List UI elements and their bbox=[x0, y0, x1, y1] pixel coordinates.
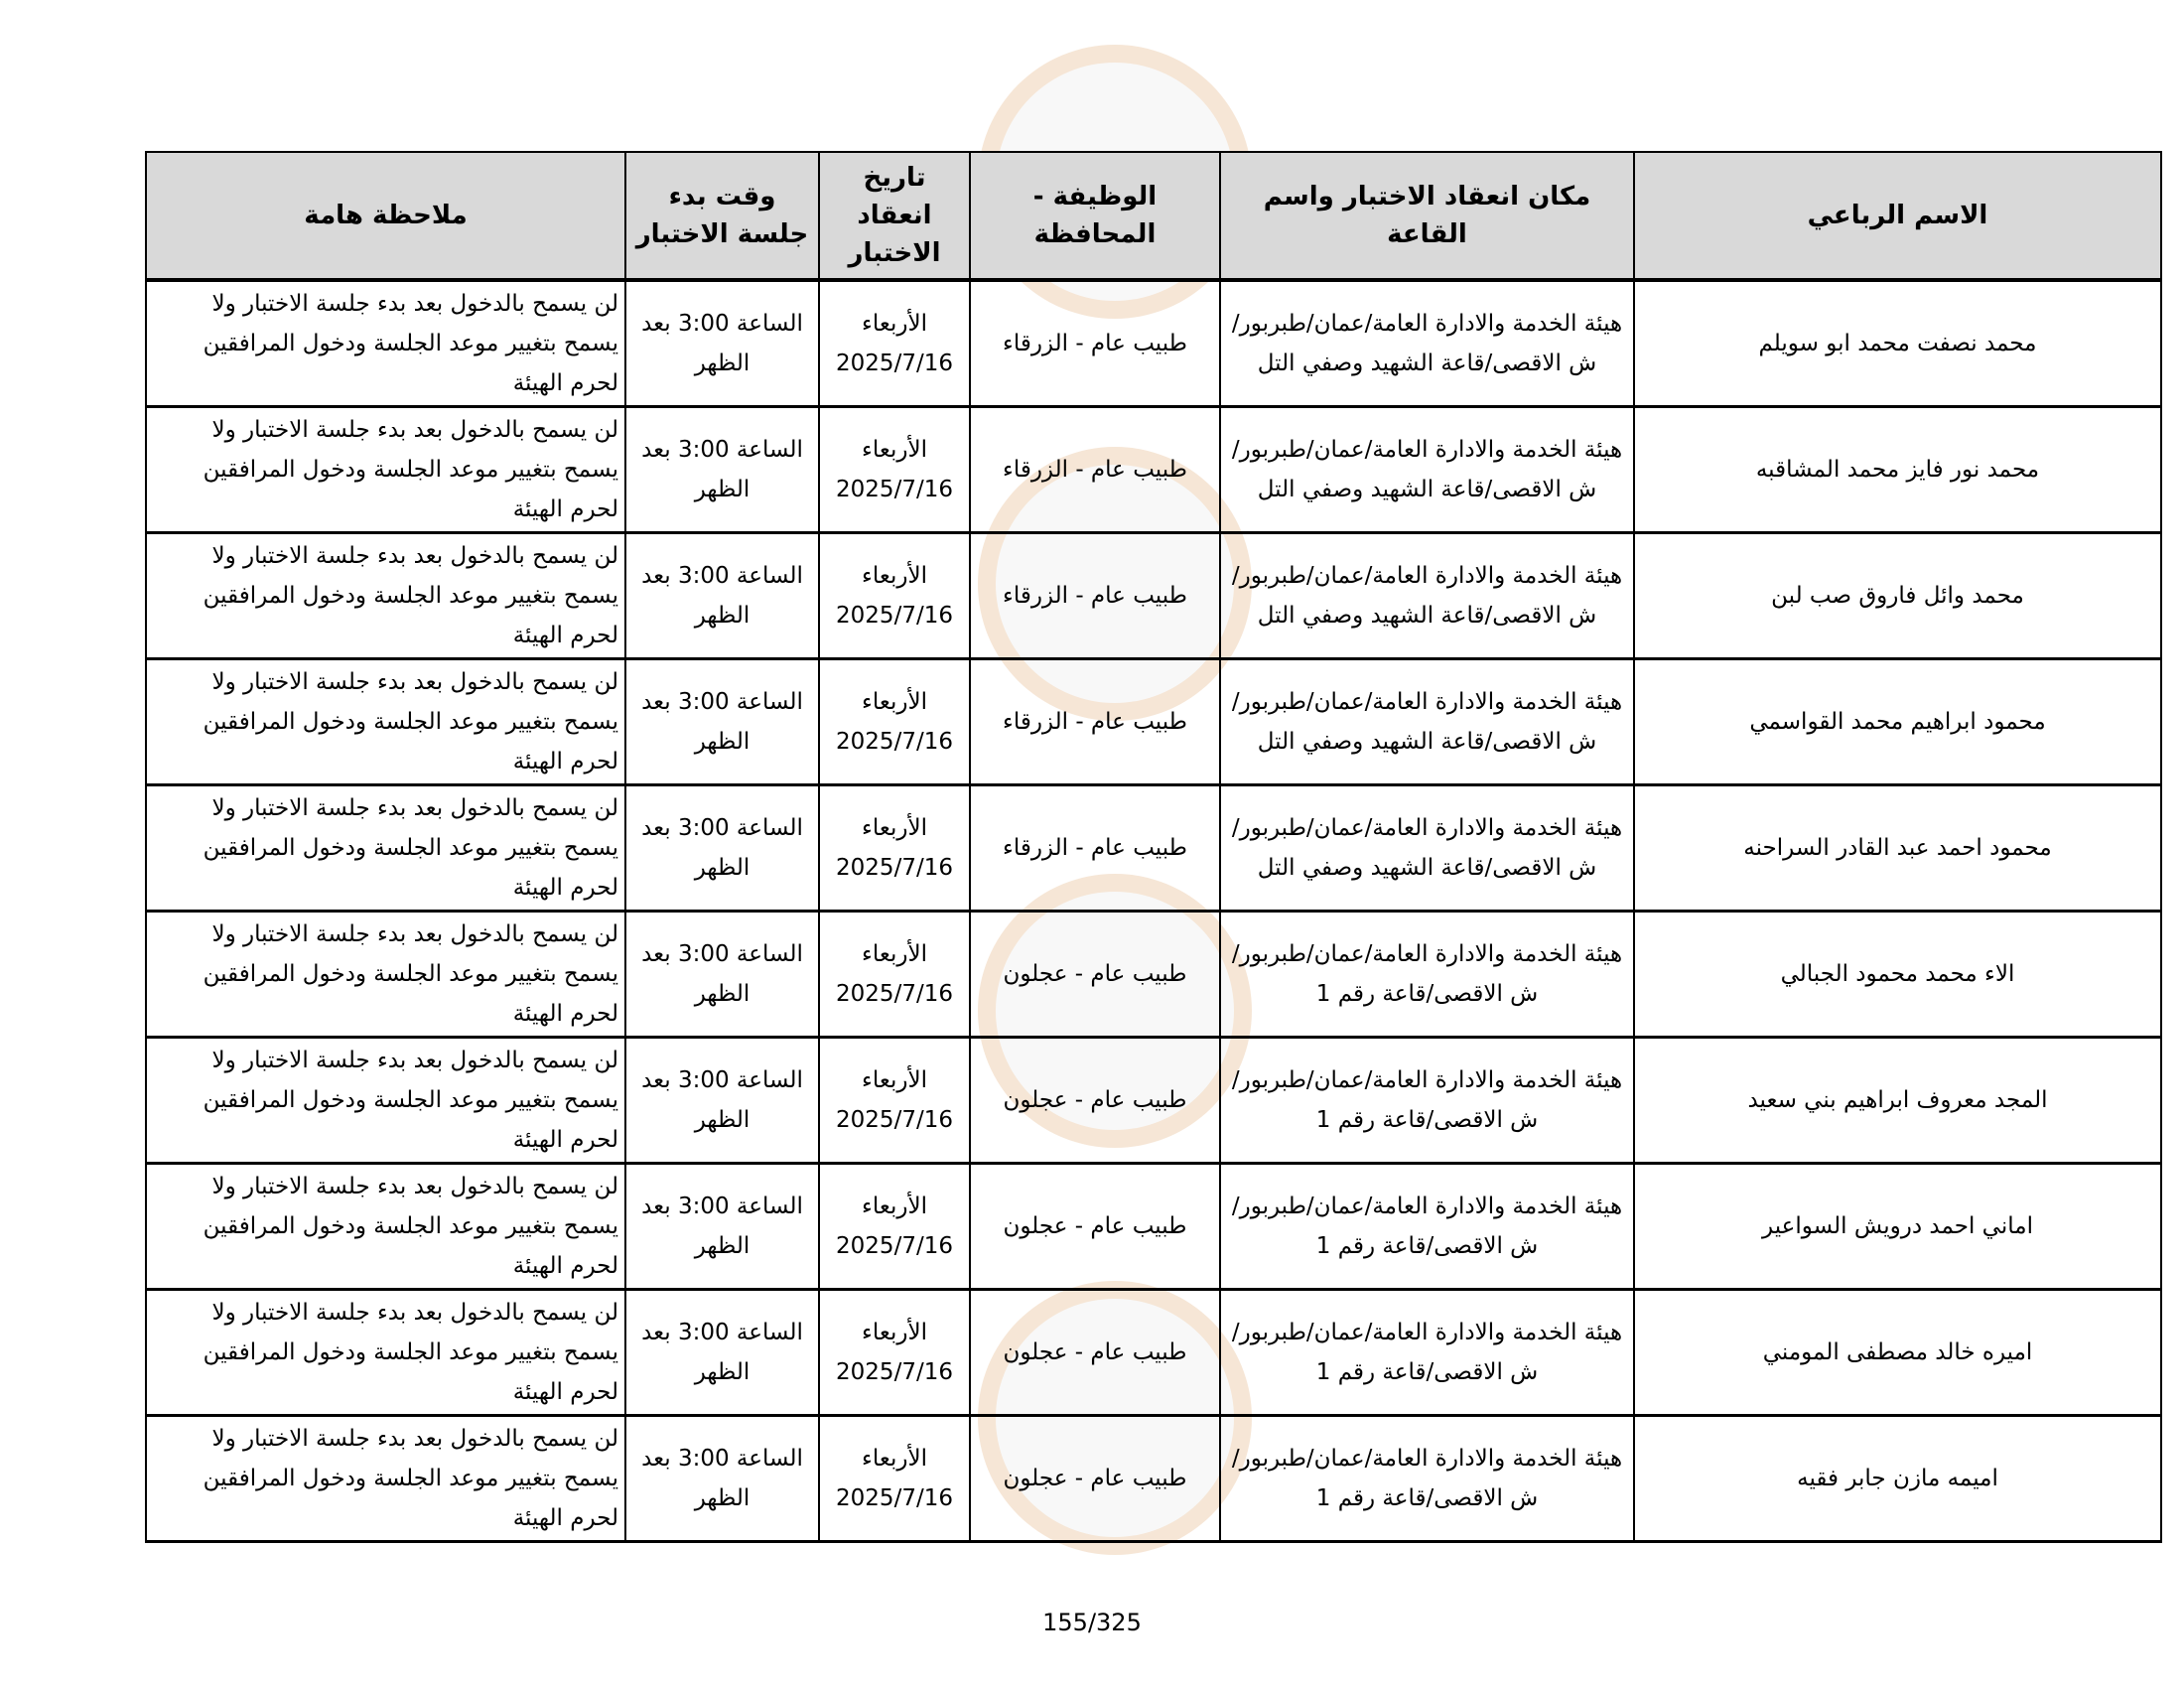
cell-time: الساعة 3:00 بعد الظهر bbox=[625, 1290, 819, 1416]
cell-time: الساعة 3:00 بعد الظهر bbox=[625, 280, 819, 407]
cell-note: لن يسمح بالدخول بعد بدء جلسة الاختبار ولا يسمح بتغيير موعد الجلسة ودخول المرافقين لحرم الهيئة bbox=[146, 785, 625, 912]
cell-job: طبيب عام - عجلون bbox=[970, 1038, 1220, 1164]
cell-note: لن يسمح بالدخول بعد بدء جلسة الاختبار ولا يسمح بتغيير موعد الجلسة ودخول المرافقين لحرم الهيئة bbox=[146, 912, 625, 1038]
cell-note: لن يسمح بالدخول بعد بدء جلسة الاختبار ولا يسمح بتغيير موعد الجلسة ودخول المرافقين لحرم الهيئة bbox=[146, 533, 625, 659]
header-name: الاسم الرباعي bbox=[1634, 152, 2161, 280]
table-row bbox=[146, 785, 2161, 912]
cell-time: الساعة 3:00 بعد الظهر bbox=[625, 1038, 819, 1164]
table-row bbox=[146, 280, 2161, 407]
cell-location: هيئة الخدمة والادارة العامة/عمان/طبربور/ش الاقصى/قاعة رقم 1 bbox=[1220, 1416, 1634, 1542]
cell-name: محمد وائل فاروق صب لبن bbox=[1634, 533, 2161, 659]
cell-time: الساعة 3:00 بعد الظهر bbox=[625, 1164, 819, 1290]
page-number: 155/325 bbox=[1042, 1609, 1142, 1636]
cell-time: الساعة 3:00 بعد الظهر bbox=[625, 785, 819, 912]
table-row bbox=[146, 1164, 2161, 1290]
cell-date: الأربعاء 2025/7/16 bbox=[819, 1038, 970, 1164]
header-time: وقت بدء جلسة الاختبار bbox=[625, 152, 819, 280]
cell-time: الساعة 3:00 بعد الظهر bbox=[625, 407, 819, 533]
cell-time: الساعة 3:00 بعد الظهر bbox=[625, 533, 819, 659]
cell-job: طبيب عام - عجلون bbox=[970, 1290, 1220, 1416]
cell-note: لن يسمح بالدخول بعد بدء جلسة الاختبار ولا يسمح بتغيير موعد الجلسة ودخول المرافقين لحرم الهيئة bbox=[146, 1038, 625, 1164]
cell-time: الساعة 3:00 بعد الظهر bbox=[625, 912, 819, 1038]
cell-location: هيئة الخدمة والادارة العامة/عمان/طبربور/ش الاقصى/قاعة رقم 1 bbox=[1220, 1038, 1634, 1164]
table-row bbox=[146, 1038, 2161, 1164]
cell-note: لن يسمح بالدخول بعد بدء جلسة الاختبار ولا يسمح بتغيير موعد الجلسة ودخول المرافقين لحرم الهيئة bbox=[146, 1290, 625, 1416]
cell-date: الأربعاء 2025/7/16 bbox=[819, 1416, 970, 1542]
table-row bbox=[146, 407, 2161, 533]
table-header-row bbox=[146, 152, 2161, 280]
cell-job: طبيب عام - الزرقاء bbox=[970, 785, 1220, 912]
cell-name: الاء محمد محمود الجبالي bbox=[1634, 912, 2161, 1038]
cell-name: محمد نصفت محمد ابو سويلم bbox=[1634, 280, 2161, 407]
cell-location: هيئة الخدمة والادارة العامة/عمان/طبربور/ش الاقصى/قاعة رقم 1 bbox=[1220, 912, 1634, 1038]
cell-location: هيئة الخدمة والادارة العامة/عمان/طبربور/ش الاقصى/قاعة الشهيد وصفي التل bbox=[1220, 659, 1634, 785]
cell-date: الأربعاء 2025/7/16 bbox=[819, 1290, 970, 1416]
cell-date: الأربعاء 2025/7/16 bbox=[819, 533, 970, 659]
header-date: تاريخ انعقاد الاختبار bbox=[819, 152, 970, 280]
cell-location: هيئة الخدمة والادارة العامة/عمان/طبربور/ش الاقصى/قاعة الشهيد وصفي التل bbox=[1220, 533, 1634, 659]
cell-name: محمود احمد عبد القادر السراحنه bbox=[1634, 785, 2161, 912]
table-row bbox=[146, 533, 2161, 659]
cell-note: لن يسمح بالدخول بعد بدء جلسة الاختبار ولا يسمح بتغيير موعد الجلسة ودخول المرافقين لحرم الهيئة bbox=[146, 280, 625, 407]
cell-date: الأربعاء 2025/7/16 bbox=[819, 785, 970, 912]
cell-time: الساعة 3:00 بعد الظهر bbox=[625, 1416, 819, 1542]
cell-job: طبيب عام - الزرقاء bbox=[970, 407, 1220, 533]
table-row bbox=[146, 912, 2161, 1038]
header-location: مكان انعقاد الاختبار واسم القاعة bbox=[1220, 152, 1634, 280]
cell-location: هيئة الخدمة والادارة العامة/عمان/طبربور/ش الاقصى/قاعة رقم 1 bbox=[1220, 1164, 1634, 1290]
cell-location: هيئة الخدمة والادارة العامة/عمان/طبربور/ش الاقصى/قاعة الشهيد وصفي التل bbox=[1220, 407, 1634, 533]
table-row bbox=[146, 1290, 2161, 1416]
cell-date: الأربعاء 2025/7/16 bbox=[819, 912, 970, 1038]
cell-name: اميره خالد مصطفى المومني bbox=[1634, 1290, 2161, 1416]
cell-time: الساعة 3:00 بعد الظهر bbox=[625, 659, 819, 785]
cell-note: لن يسمح بالدخول بعد بدء جلسة الاختبار ولا يسمح بتغيير موعد الجلسة ودخول المرافقين لحرم الهيئة bbox=[146, 659, 625, 785]
header-note: ملاحظة هامة bbox=[146, 152, 625, 280]
cell-job: طبيب عام - عجلون bbox=[970, 1416, 1220, 1542]
cell-location: هيئة الخدمة والادارة العامة/عمان/طبربور/ش الاقصى/قاعة الشهيد وصفي التل bbox=[1220, 280, 1634, 407]
cell-job: طبيب عام - الزرقاء bbox=[970, 659, 1220, 785]
cell-date: الأربعاء 2025/7/16 bbox=[819, 659, 970, 785]
cell-job: طبيب عام - الزرقاء bbox=[970, 280, 1220, 407]
cell-date: الأربعاء 2025/7/16 bbox=[819, 1164, 970, 1290]
cell-job: طبيب عام - الزرقاء bbox=[970, 533, 1220, 659]
cell-job: طبيب عام - عجلون bbox=[970, 1164, 1220, 1290]
cell-job: طبيب عام - عجلون bbox=[970, 912, 1220, 1038]
cell-name: محمود ابراهيم محمد القواسمي bbox=[1634, 659, 2161, 785]
cell-name: المجد معروف ابراهيم بني سعيد bbox=[1634, 1038, 2161, 1164]
cell-location: هيئة الخدمة والادارة العامة/عمان/طبربور/ش الاقصى/قاعة الشهيد وصفي التل bbox=[1220, 785, 1634, 912]
header-job: الوظيفة - المحافظة bbox=[970, 152, 1220, 280]
table-row bbox=[146, 1416, 2161, 1542]
exam-schedule-table bbox=[145, 151, 2162, 1543]
cell-note: لن يسمح بالدخول بعد بدء جلسة الاختبار ولا يسمح بتغيير موعد الجلسة ودخول المرافقين لحرم الهيئة bbox=[146, 407, 625, 533]
cell-name: اميمه مازن جابر فقيه bbox=[1634, 1416, 2161, 1542]
cell-date: الأربعاء 2025/7/16 bbox=[819, 407, 970, 533]
table-row bbox=[146, 659, 2161, 785]
cell-location: هيئة الخدمة والادارة العامة/عمان/طبربور/ش الاقصى/قاعة رقم 1 bbox=[1220, 1290, 1634, 1416]
cell-name: محمد نور فايز محمد المشاقبه bbox=[1634, 407, 2161, 533]
cell-note: لن يسمح بالدخول بعد بدء جلسة الاختبار ولا يسمح بتغيير موعد الجلسة ودخول المرافقين لحرم الهيئة bbox=[146, 1164, 625, 1290]
cell-name: اماني احمد درويش السواعير bbox=[1634, 1164, 2161, 1290]
cell-date: الأربعاء 2025/7/16 bbox=[819, 280, 970, 407]
cell-note: لن يسمح بالدخول بعد بدء جلسة الاختبار ولا يسمح بتغيير موعد الجلسة ودخول المرافقين لحرم الهيئة bbox=[146, 1416, 625, 1542]
